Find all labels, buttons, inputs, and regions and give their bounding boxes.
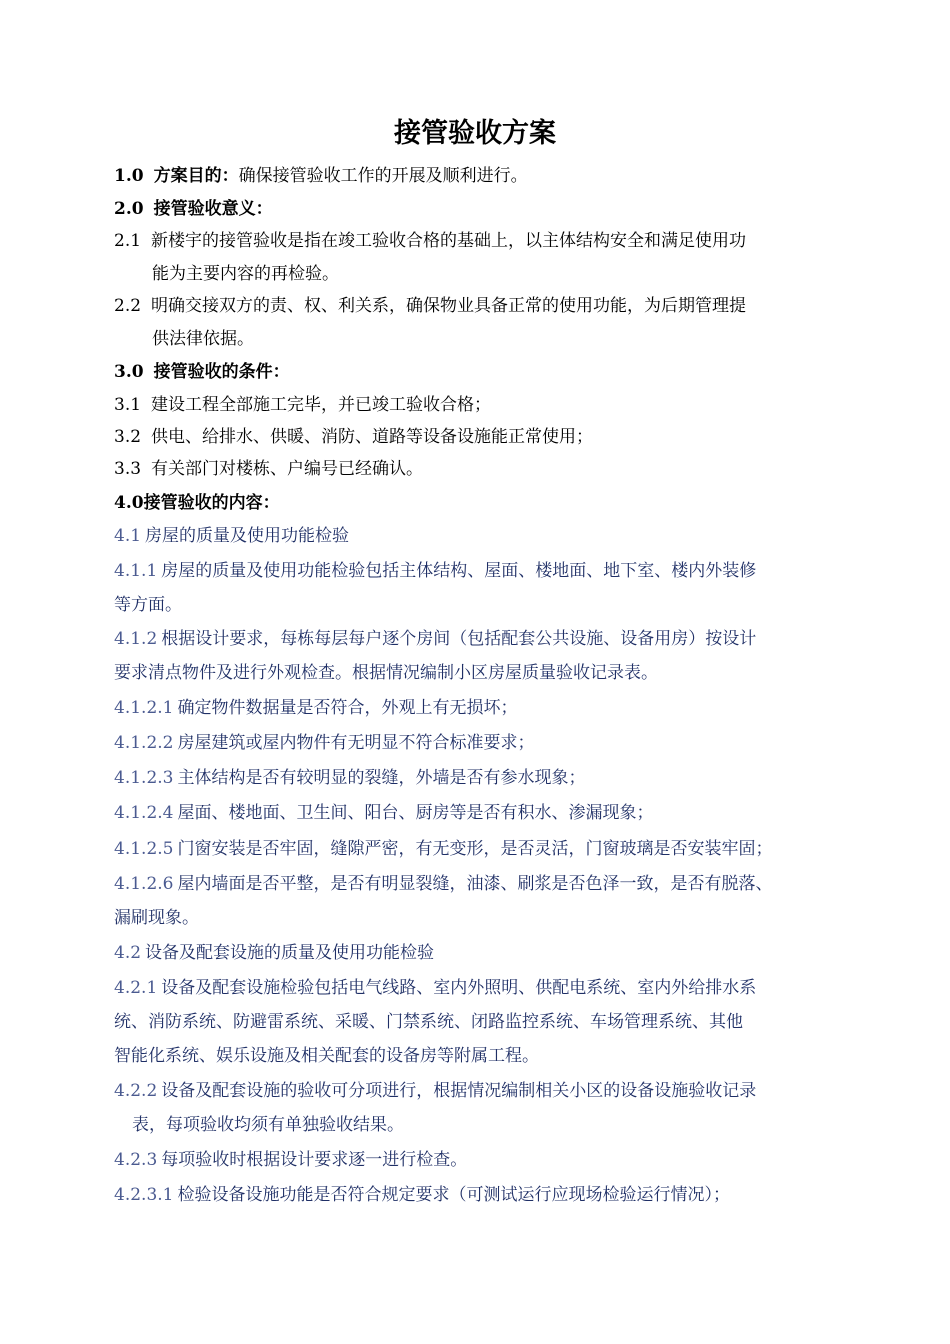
section-4-1-2: 4.1.2 根据设计要求，每栋每层每户逐个房间（包括配套公共设施、设备用房）按设计 xyxy=(114,629,757,649)
section-4-2-1: 4.2.1 设备及配套设施检验包括电气线路、室内外照明、供配电系统、室内外给排水系 xyxy=(114,978,757,998)
section-3-3: 3.3 有关部门对楼栋、户编号已经确认。 xyxy=(114,459,424,479)
section-4-1-2-6-cont: 漏刷现象。 xyxy=(114,908,199,928)
section-4-1-2-4: 4.1.2.4 屋面、楼地面、卫生间、阳台、厨房等是否有积水、渗漏现象； xyxy=(114,803,654,823)
section-4-2-3: 4.2.3 每项验收时根据设计要求逐一进行检查。 xyxy=(114,1150,468,1170)
section-4-1: 4.1 房屋的质量及使用功能检验 xyxy=(114,526,350,546)
section-1: 1.0 方案目的：确保接管验收工作的开展及顺利进行。 xyxy=(114,166,528,186)
section-4-2-1-cont2: 智能化系统、娱乐设施及相关配套的设备房等附属工程。 xyxy=(114,1046,539,1066)
section-4-1-2-5: 4.1.2.5 门窗安装是否牢固，缝隙严密，有无变形，是否灵活，门窗玻璃是否安装牢固； xyxy=(114,839,773,859)
section-4-2-2-cont: 表，每项验收均须有单独验收结果。 xyxy=(132,1115,404,1135)
section-4-1-2-2: 4.1.2.2 房屋建筑或屋内物件有无明显不符合标准要求； xyxy=(114,733,535,753)
section-4-1-2-3: 4.1.2.3 主体结构是否有较明显的裂缝，外墙是否有参水现象； xyxy=(114,768,586,788)
section-2-1-cont: 能为主要内容的再检验。 xyxy=(152,264,339,284)
section-2-2-cont: 供法律依据。 xyxy=(152,329,254,349)
section-4-1-2-cont: 要求清点物件及进行外观检查。根据情况编制小区房屋质量验收记录表。 xyxy=(114,663,658,683)
section-3-1: 3.1 建设工程全部施工完毕，并已竣工验收合格； xyxy=(114,395,492,415)
section-4-1-1-cont: 等方面。 xyxy=(114,595,182,615)
section-2-1: 2.1 新楼宇的接管验收是指在竣工验收合格的基础上，以主体结构安全和满足使用功 xyxy=(114,231,747,251)
section-4: 4.0接管验收的内容： xyxy=(114,493,280,513)
section-4-2-1-cont1: 统、消防系统、防避雷系统、采暖、门禁系统、闭路监控系统、车场管理系统、其他 xyxy=(114,1012,743,1032)
section-4-1-2-1: 4.1.2.1 确定物件数据量是否符合，外观上有无损坏； xyxy=(114,698,518,718)
section-4-2-3-1: 4.2.3.1 检验设备设施功能是否符合规定要求（可测试运行应现场检验运行情况）； xyxy=(114,1185,730,1205)
section-4-1-2-6: 4.1.2.6 屋内墙面是否平整，是否有明显裂缝，油漆、刷浆是否色泽一致，是否有脱落、 xyxy=(114,874,773,894)
section-2: 2.0 接管验收意义： xyxy=(114,199,273,219)
page-title: 接管验收方案 xyxy=(394,118,556,149)
section-4-1-1: 4.1.1 房屋的质量及使用功能检验包括主体结构、屋面、楼地面、地下室、楼内外装修 xyxy=(114,561,757,581)
section-3-2: 3.2 供电、给排水、供暖、消防、道路等设备设施能正常使用； xyxy=(114,427,594,447)
section-3: 3.0 接管验收的条件： xyxy=(114,362,290,382)
section-4-2: 4.2 设备及配套设施的质量及使用功能检验 xyxy=(114,943,435,963)
section-2-2: 2.2 明确交接双方的责、权、利关系，确保物业具备正常的使用功能，为后期管理提 xyxy=(114,296,747,316)
section-4-2-2: 4.2.2 设备及配套设施的验收可分项进行，根据情况编制相关小区的设备设施验收记录 xyxy=(114,1081,757,1101)
